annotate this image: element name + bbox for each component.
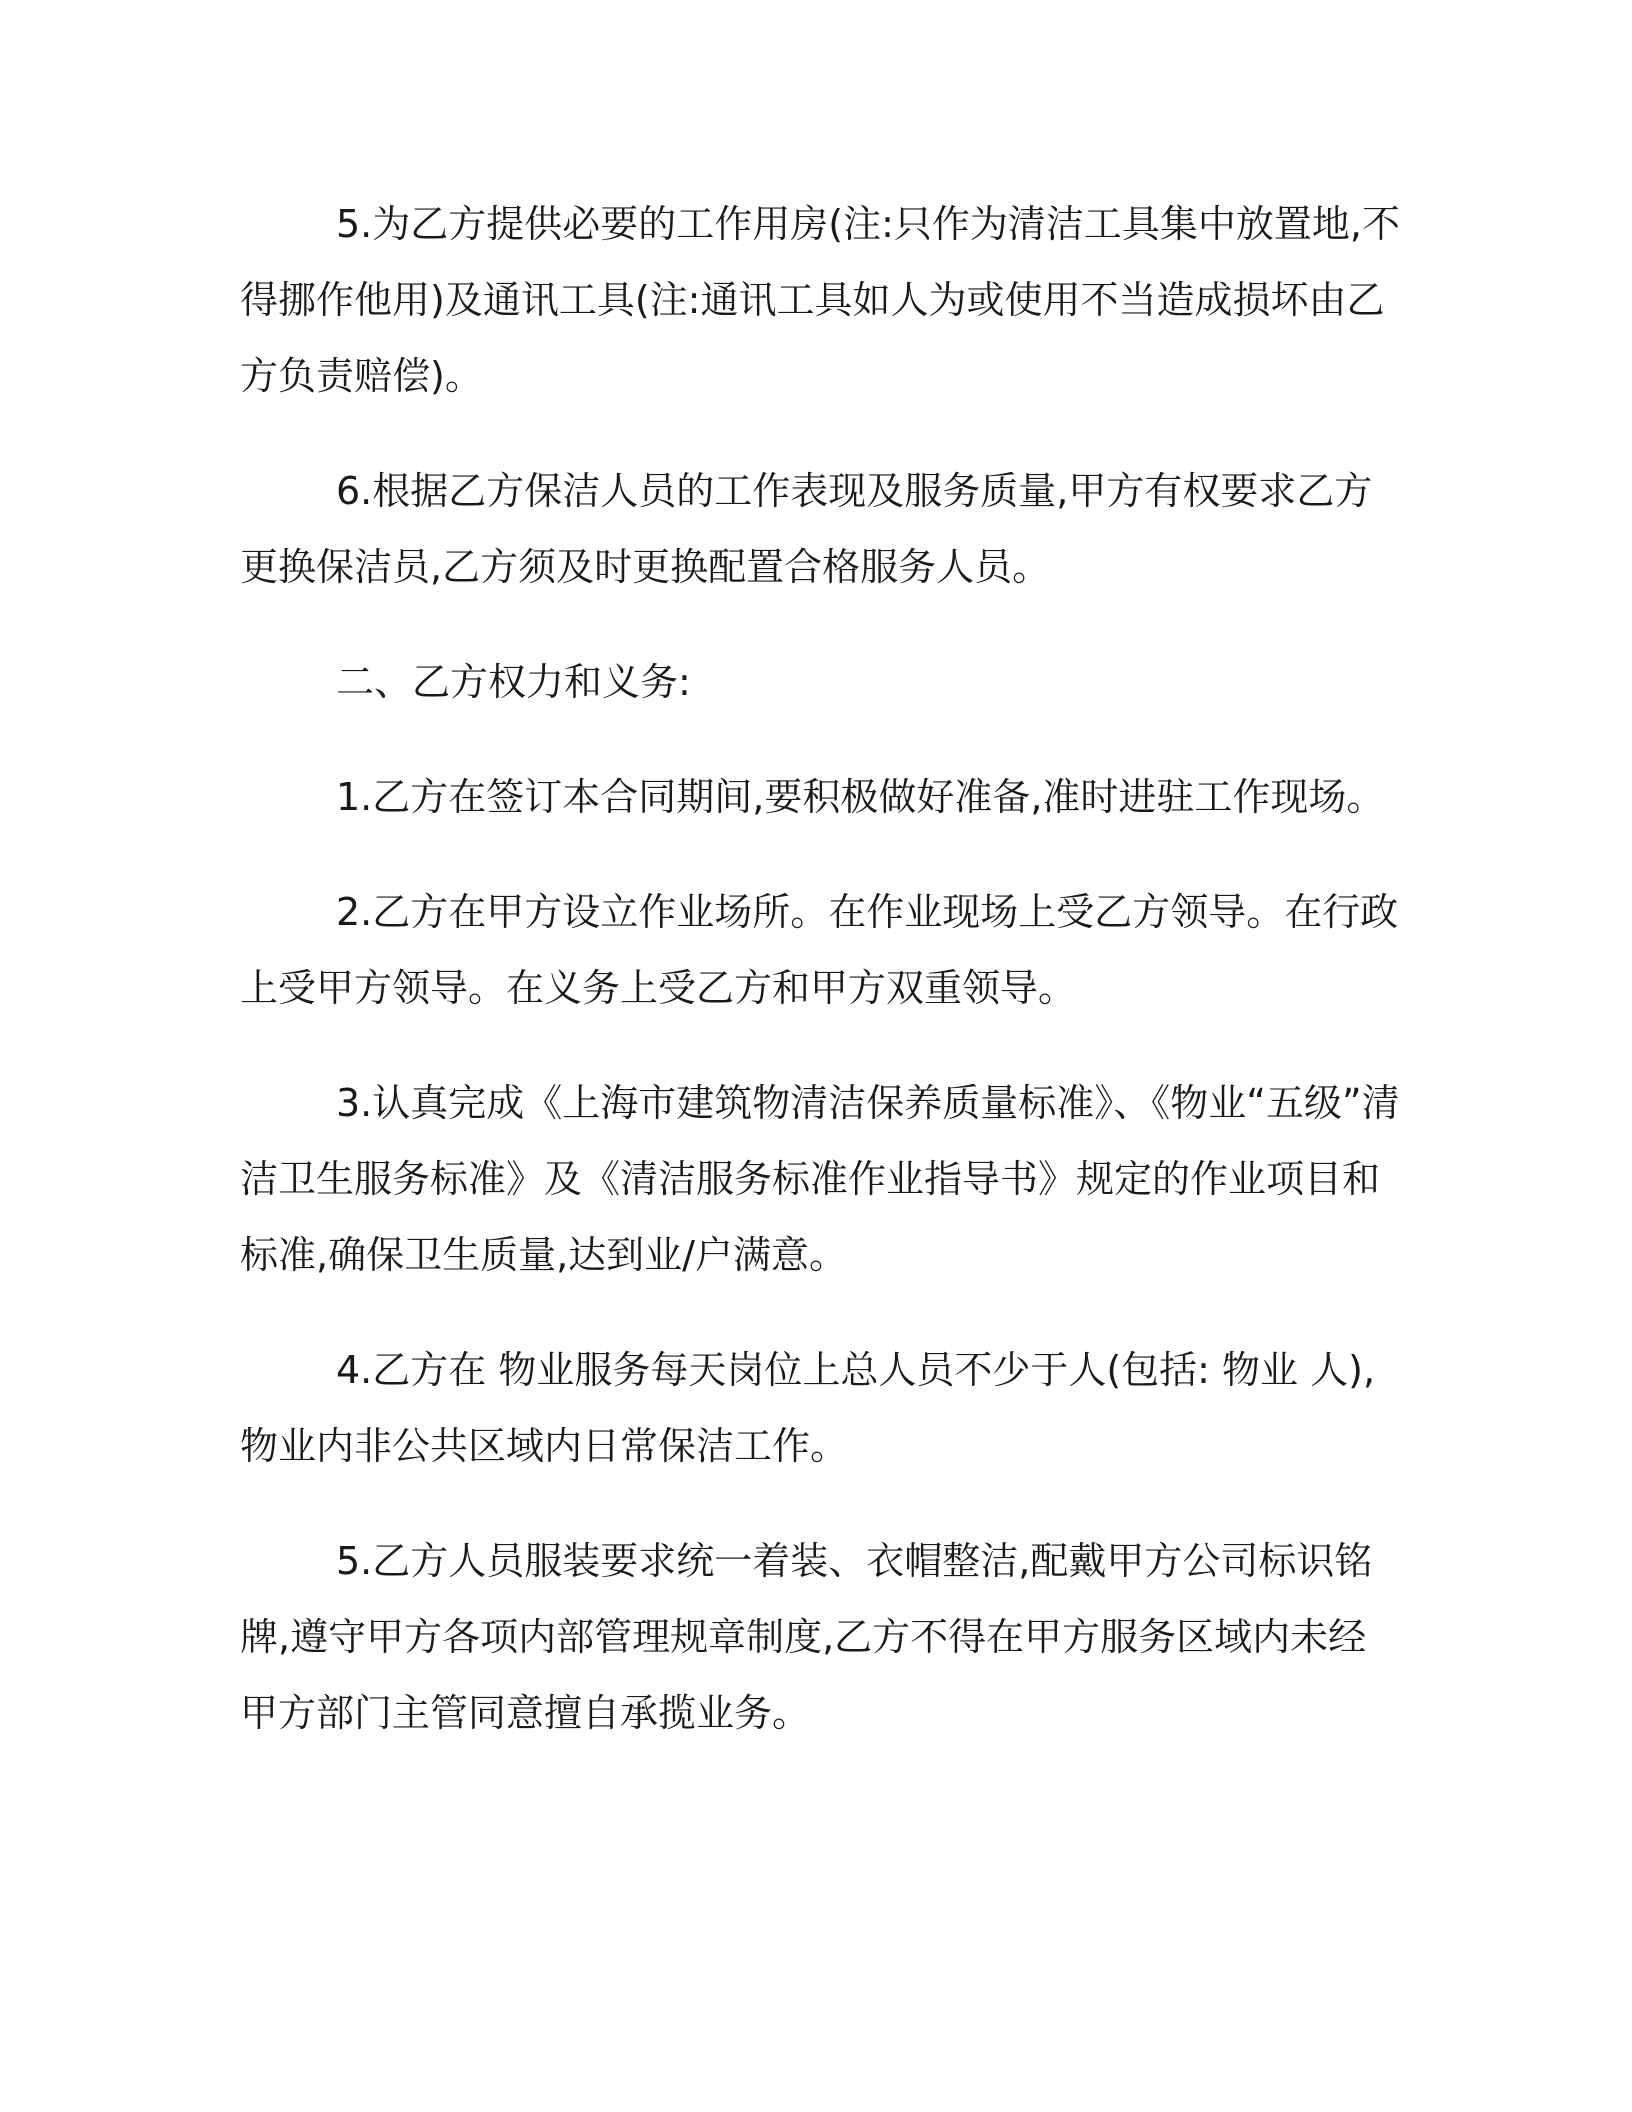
paragraph-party-b-item-2: 2.乙方在甲方设立作业场所。在作业现场上受乙方领导。在行政上受甲方领导。在义务上受乙方和甲方双重领导。 — [240, 890, 1399, 1010]
paragraph-party-a-item-5: 5.为乙方提供必要的工作用房(注:只作为清洁工具集中放置地,不得挪作他用)及通讯工具(注:通讯工具如人为或使用不当造成损坏由乙方负责赔偿)。 — [240, 202, 1400, 398]
paragraph-party-a-item-6: 6.根据乙方保洁人员的工作表现及服务质量,甲方有权要求乙方更换保洁员,乙方须及时更换配置合格服务人员。 — [240, 469, 1373, 589]
paragraph-party-b-item-4: 4.乙方在 物业服务每天岗位上总人员不少于人(包括: 物业 人), 物业内非公共区域内日常保洁工作。 — [240, 1348, 1376, 1468]
document-body — [240, 186, 1400, 1790]
section-heading-party-b: 二、乙方权力和义务: — [336, 660, 691, 704]
paragraph-party-b-item-1: 1.乙方在签订本合同期间,要积极做好准备,准时进驻工作现场。 — [336, 775, 1385, 819]
paragraph-party-b-item-5: 5.乙方人员服装要求统一着装、衣帽整洁,配戴甲方公司标识铭牌,遵守甲方各项内部管理规章制度,乙方不得在甲方服务区域内未经甲方部门主管同意擅自承揽业务。 — [240, 1539, 1373, 1735]
paragraph-party-b-item-3: 3.认真完成《上海市建筑物清洁保养质量标准》、《物业“五级”清洁卫生服务标准》及《清洁服务标准作业指导书》规定的作业项目和标准,确保卫生质量,达到业/户满意。 — [240, 1081, 1400, 1277]
